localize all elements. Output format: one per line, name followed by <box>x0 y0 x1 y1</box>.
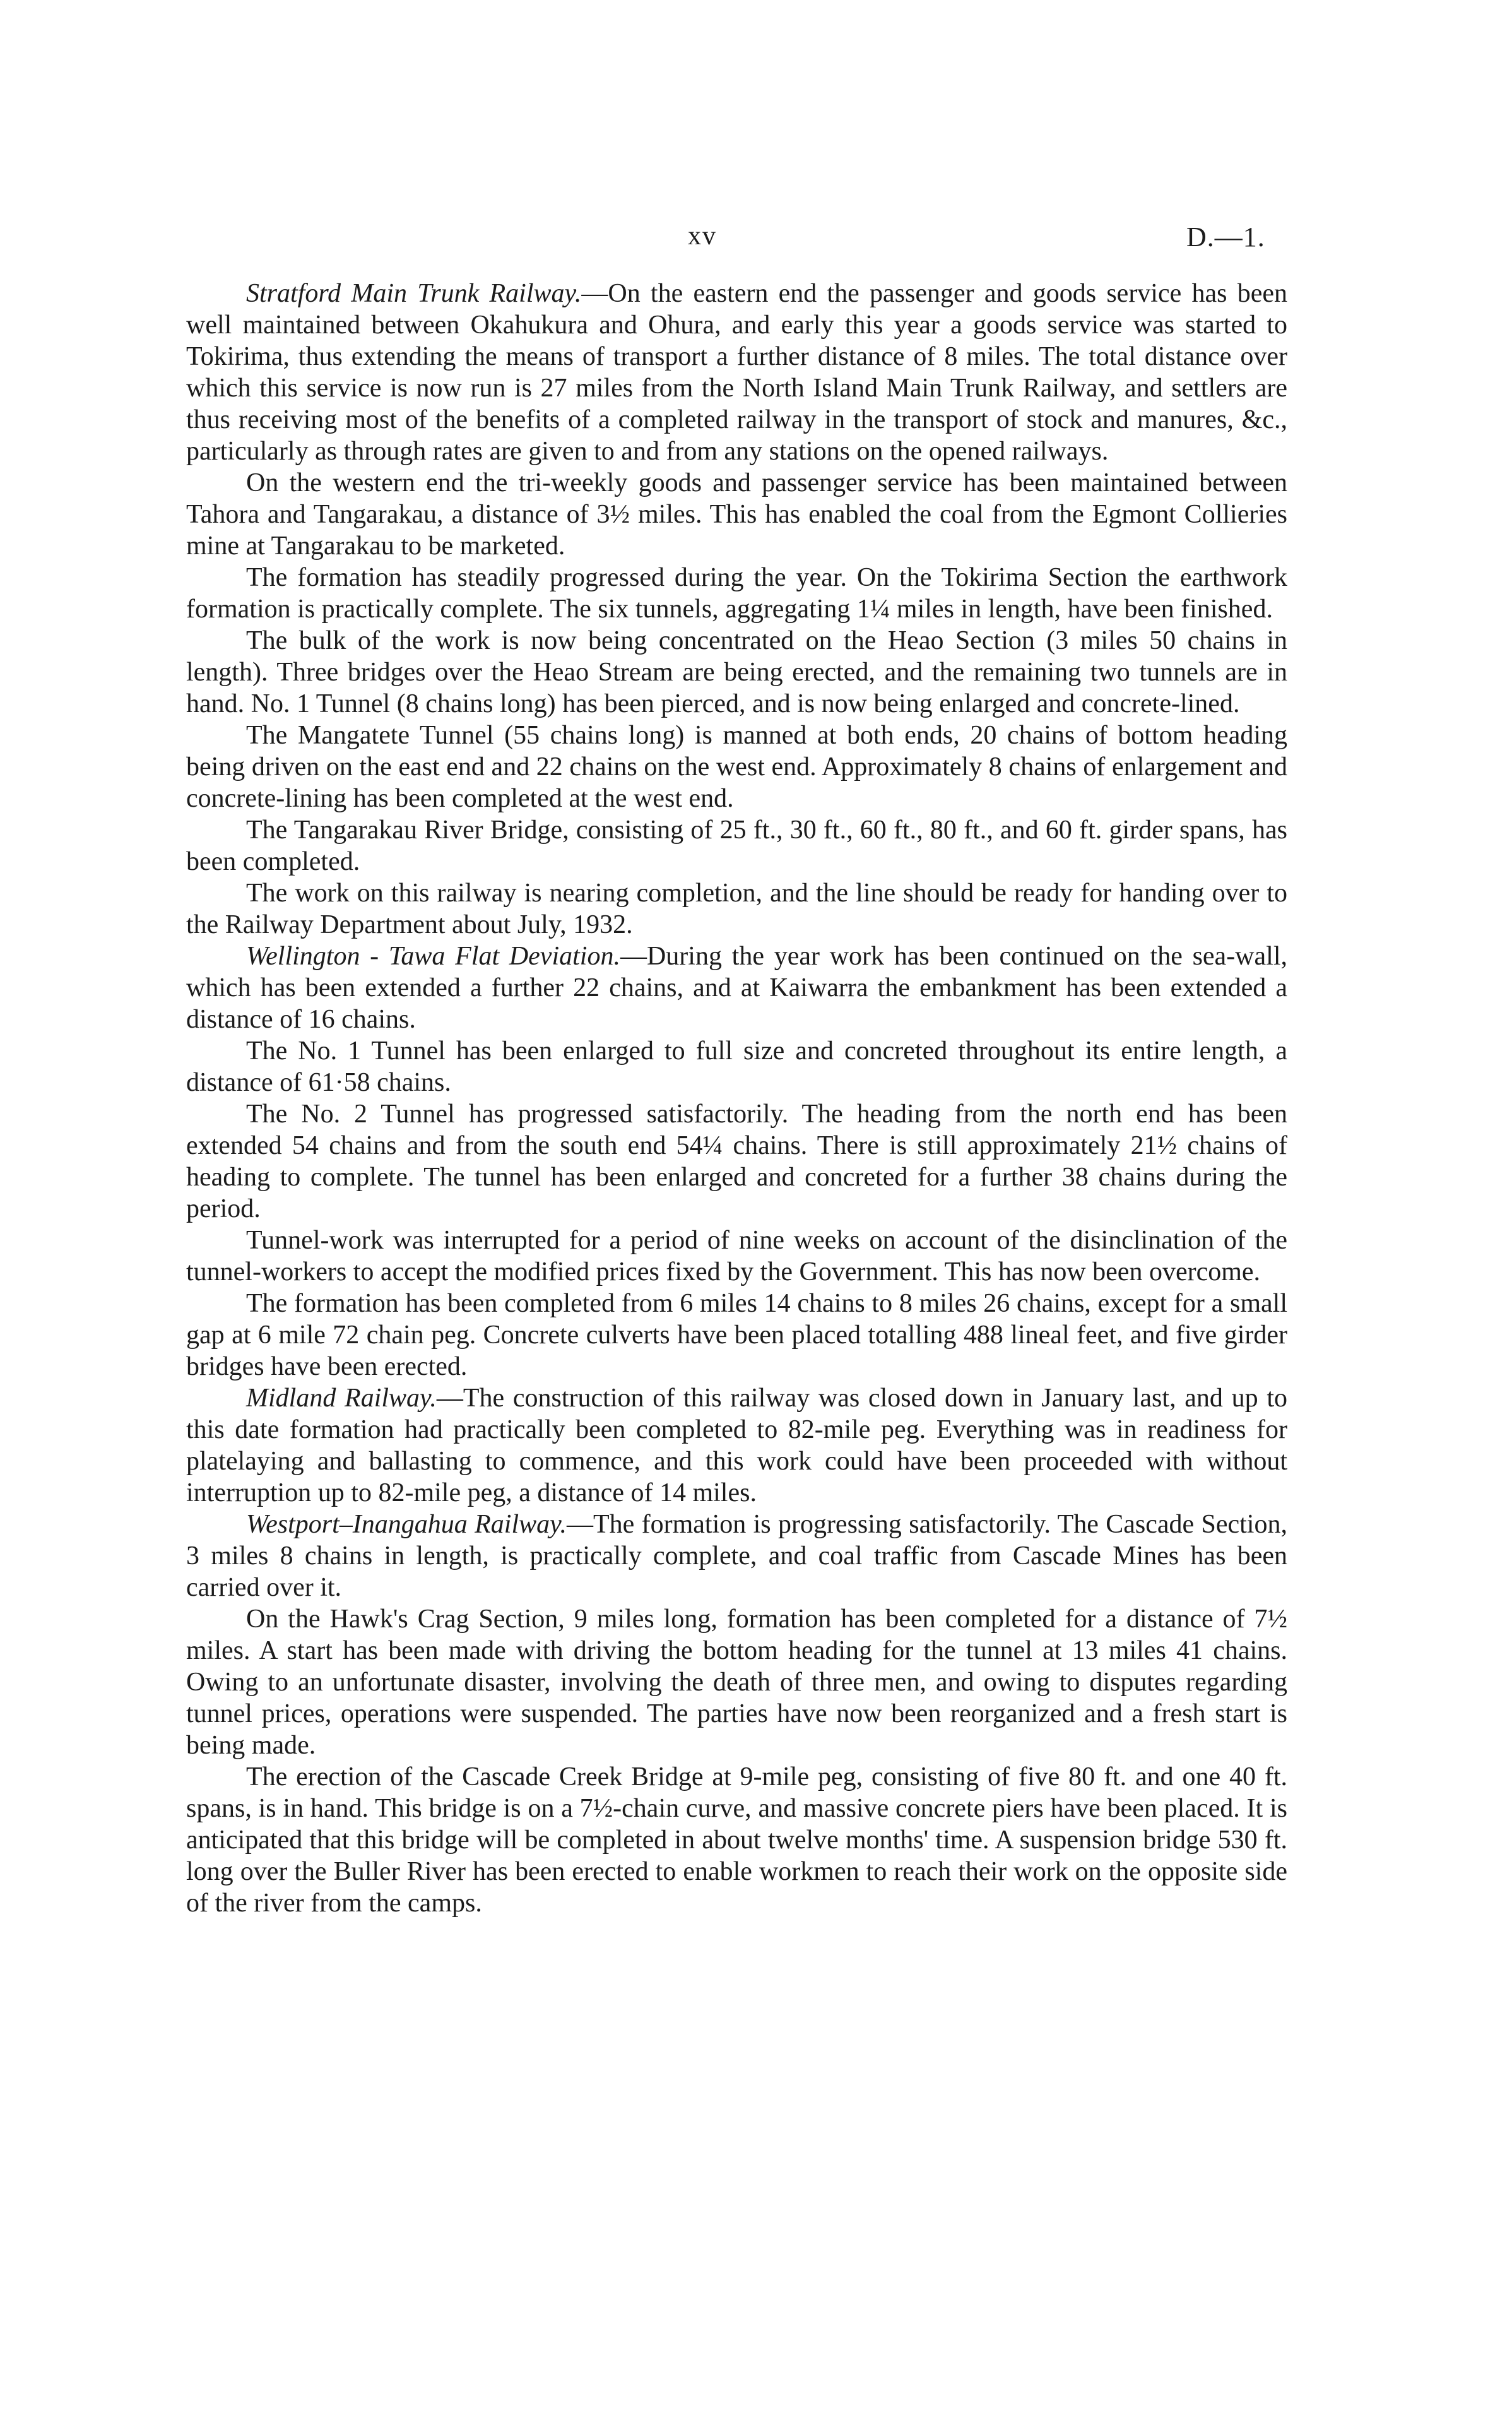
paragraph-text: The work on this railway is nearing completion, and the line should be ready for handing over to the Railway Department about July, 1932. <box>186 879 1287 939</box>
paragraph-text: On the Hawk's Crag Section, 9 miles long, formation has been completed for a distance of 7½ miles. A start has been made with driving the bottom heading for the tunnel at 13 miles 41 chains. Owing to an unfortunate disaster, involving the death of three men, and owing to disputes regarding tunnel prices, operations were suspended. The parties have now been reorganized and a fresh start is being made. <box>186 1605 1287 1760</box>
paragraph <box>186 625 1287 720</box>
paragraph <box>186 1225 1287 1288</box>
paragraph-text: —During the year work has been continued on the sea-wall, which has been extended a further 22 chains, and at Kaiwarra the embankment has been extended a distance of 16 chains. <box>186 942 1287 1034</box>
paragraph <box>186 941 1287 1035</box>
paragraph-text: The formation has steadily progressed during the year. On the Tokirima Section the earthwork formation is practically complete. The six tunnels, aggregating 1¼ miles in length, have been finished. <box>186 563 1287 624</box>
paragraph-text: —On the eastern end the passenger and goods service has been well maintained between Okahukura and Ohura, and early this year a goods service was started to Tokirima, thus extending the means of transport a further distance of 8 miles. The total distance over which this service is now run is 27 miles from the North Island Main Trunk Railway, and settlers are thus receiving most of the benefits of a completed railway in the transport of stock and manures, &c., particularly as through rates are given to and from any stations on the opened railways. <box>186 279 1287 466</box>
paragraph <box>186 278 1287 467</box>
paragraph <box>186 877 1287 941</box>
section-heading-wellington: Wellington - Tawa Flat Deviation. <box>246 942 620 971</box>
paragraph-text: The formation has been completed from 6 miles 14 chains to 8 miles 26 chains, except for a small gap at 6 mile 72 chain peg. Concrete culverts have been placed totalling 488 lineal feet, and five girder bridges have been erected. <box>186 1289 1287 1381</box>
section-heading-westport: Westport–Inangahua Railway. <box>246 1510 567 1539</box>
paragraph <box>186 720 1287 814</box>
paragraph-text: Tunnel-work was interrupted for a period of nine weeks on account of the disinclination of the tunnel-workers to accept the modified prices fixed by the Government. This has now been overcome. <box>186 1226 1287 1286</box>
paragraph <box>186 1382 1287 1509</box>
section-heading-midland: Midland Railway. <box>246 1384 437 1413</box>
paragraph-text: —The construction of this railway was closed down in January last, and up to this date formation had practically been completed to 82-mile peg. Everything was in readiness for platelaying and ballasting to commence, and this work could have been proceeded with without interruption up to 82-mile peg, a distance of 14 miles. <box>186 1384 1288 1507</box>
paragraph-text: The No. 2 Tunnel has progressed satisfactorily. The heading from the north end has been extended 54 chains and from the south end 54¼ chains. There is still approximately 21½ chains of heading to complete. The tunnel has been enlarged and concreted for a further 38 chains during the period. <box>186 1100 1287 1223</box>
paragraph <box>186 1761 1287 1919</box>
paragraph-text: The Mangatete Tunnel (55 chains long) is manned at both ends, 20 chains of bottom heading being driven on the east end and 22 chains on the west end. Approximately 8 chains of enlargement and concrete-lining has been completed at the west end. <box>186 721 1287 813</box>
paragraph-text: —The formation is progressing satisfactorily. The Cascade Section, 3 miles 8 chains in length, is practically complete, and coal traffic from Cascade Mines has been carried over it. <box>186 1510 1287 1602</box>
paragraph-text: The No. 1 Tunnel has been enlarged to full size and concreted throughout its entire length, a distance of 61·58 chains. <box>186 1036 1287 1097</box>
body-text <box>186 278 1287 1919</box>
paragraph-text: The erection of the Cascade Creek Bridge at 9-mile peg, consisting of five 80 ft. and one 40 ft. spans, is in hand. This bridge is on a 7½-chain curve, and massive concrete piers have been placed. It is anticipated that this bridge will be completed in about twelve months' time. A suspension bridge 530 ft. long over the Buller River has been erected to enable workmen to reach their work on the opposite side of the river from the camps. <box>186 1762 1287 1918</box>
section-heading-stratford: Stratford Main Trunk Railway. <box>246 279 582 308</box>
paragraph-text: The bulk of the work is now being concentrated on the Heao Section (3 miles 50 chains in length). Three bridges over the Heao Stream are being erected, and the remaining two tunnels are in hand. No. 1 Tunnel (8 chains long) has been pierced, and is now being enlarged and concrete-lined. <box>186 626 1287 718</box>
paragraph <box>186 814 1287 877</box>
paragraph <box>186 1098 1287 1225</box>
paragraph <box>186 1035 1287 1098</box>
paragraph-text: The Tangarakau River Bridge, consisting of 25 ft., 30 ft., 60 ft., 80 ft., and 60 ft. girder spans, has been completed. <box>186 816 1287 876</box>
paragraph-text: On the western end the tri-weekly goods and passenger service has been maintained between Tahora and Tangarakau, a distance of 3½ miles. This has enabled the coal from the Egmont Collieries mine at Tangarakau to be marketed. <box>186 468 1287 561</box>
paragraph <box>186 1509 1287 1603</box>
page-header <box>0 221 1512 259</box>
paragraph <box>186 1603 1287 1761</box>
page-number: xv <box>688 222 717 251</box>
paragraph <box>186 1288 1287 1382</box>
paragraph <box>186 467 1287 562</box>
paragraph <box>186 562 1287 625</box>
document-reference: D.—1. <box>1186 222 1265 252</box>
